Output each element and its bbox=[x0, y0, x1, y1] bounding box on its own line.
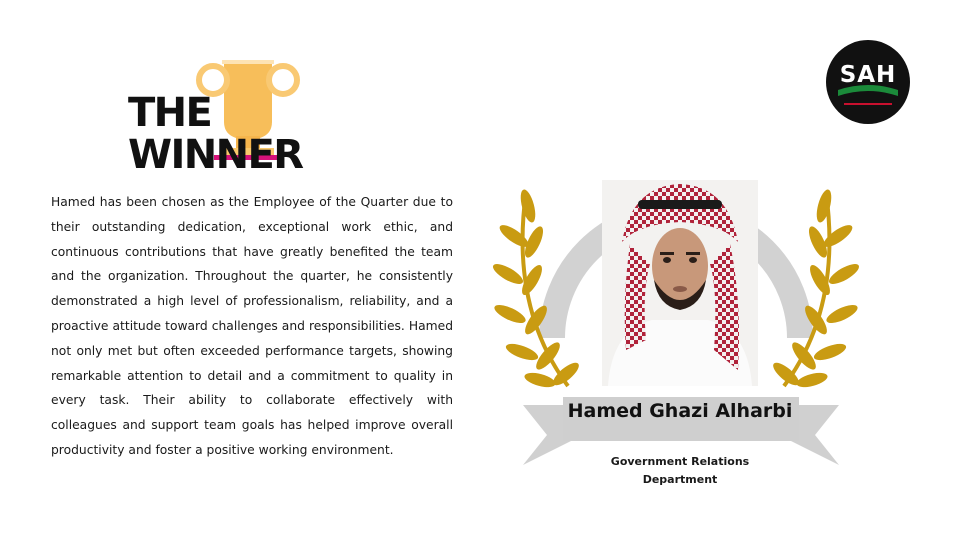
department-line-2: Department bbox=[642, 473, 718, 486]
winner-photo bbox=[602, 180, 758, 386]
logo-text: SAH bbox=[839, 62, 897, 88]
department-line-1: Government Relations bbox=[610, 455, 750, 468]
winner-portrait-icon bbox=[602, 180, 758, 386]
winner-department bbox=[580, 453, 780, 489]
award-description: Hamed has been chosen as the Employee of the Quarter due to their outstanding dedication, exceptional work ethic, and continuous contributions that have greatly benefited the team and the organization. Throughout the quarter, he consistently demonstrated a high level of professionalism, reliability, and a proactive attitude toward challenges and responsibilities. Hamed not only met but often exceeded performance targets, showing remarkable attention to detail and a commitment to quality in every task. Their ability to collaborate effectively with colleagues and support team goals has helped improve overall productivity and foster a positive working environment. bbox=[51, 195, 453, 457]
winner-name: Hamed Ghazi Alharbi bbox=[567, 400, 793, 422]
page-title: THE WINNER bbox=[128, 90, 303, 178]
